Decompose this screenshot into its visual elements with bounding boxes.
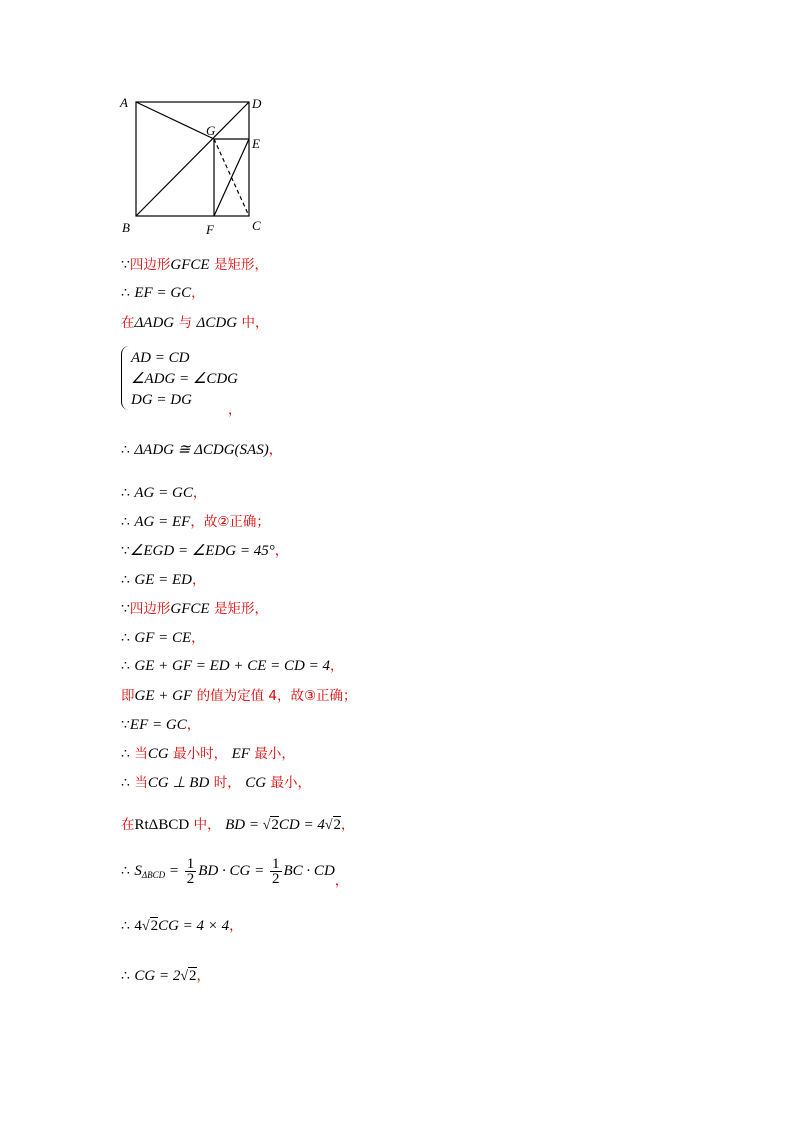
text: 是矩形， <box>214 601 269 617</box>
punct: ， <box>268 442 283 458</box>
proof-line-14 <box>121 744 295 764</box>
text: 最小， <box>254 746 295 762</box>
proof-line-8 <box>121 570 206 590</box>
math: 2 <box>150 918 159 934</box>
proof-line-3 <box>121 313 268 333</box>
proof-line-5 <box>121 483 206 503</box>
proof-line-6 <box>121 512 270 532</box>
system-row-1 <box>131 348 189 368</box>
math: GFCE <box>170 601 210 617</box>
text: 在 <box>121 315 135 331</box>
math: ΔADG <box>134 315 175 331</box>
system-punct <box>228 400 242 420</box>
math: GE = ED <box>134 572 192 588</box>
proof-line-11 <box>121 656 343 676</box>
punct: ， <box>186 717 201 733</box>
math: GE + GF <box>134 688 193 704</box>
proof-line-15 <box>121 773 311 793</box>
punct: ， <box>341 817 355 833</box>
text: 最小时， <box>173 746 228 762</box>
math: GF = CE <box>134 630 192 646</box>
label-g: G <box>206 123 216 138</box>
diagonal-bd <box>136 102 249 216</box>
math: ΔBCD <box>141 870 166 880</box>
math: BD = <box>225 817 263 833</box>
numerator: 1 <box>186 855 195 872</box>
proof-line-17 <box>121 856 348 896</box>
label-f: F <box>206 222 214 237</box>
text: 的值为定值 4，故③正确； <box>196 688 357 704</box>
punct: ， <box>228 402 242 418</box>
label-a: A <box>120 95 128 110</box>
proof-line-2 <box>121 283 205 303</box>
therefore-symbol: ∴ <box>121 863 130 879</box>
punct: ， <box>334 873 349 889</box>
proof-line-16: 在RtΔBCD 中， BD = √2CD = 4√2， <box>121 817 355 833</box>
because-symbol: ∵ <box>121 601 130 617</box>
therefore-symbol: ∴ <box>121 968 130 984</box>
system-brace <box>121 346 130 410</box>
math: EF = GC <box>134 285 192 301</box>
proof-line-4 <box>121 440 282 460</box>
math: AD = CD <box>131 350 190 366</box>
punct: ， <box>196 968 211 984</box>
punct: ， <box>274 543 289 559</box>
system-row-3 <box>131 390 192 410</box>
therefore-symbol: ∴ <box>121 442 130 458</box>
therefore-symbol: ∴ <box>121 658 130 674</box>
therefore-symbol: ∴ <box>121 572 130 588</box>
therefore-symbol: ∴ <box>121 746 130 762</box>
punct: ， <box>191 630 205 646</box>
proof-line-12 <box>121 686 357 706</box>
math: ∠ADG = ∠CDG <box>131 371 239 387</box>
math: GFCE <box>170 257 210 273</box>
punct: ， <box>192 572 206 588</box>
therefore-symbol: ∴ <box>121 514 130 530</box>
text: 当 <box>134 746 148 762</box>
text: 与 <box>178 315 193 331</box>
math: 4 <box>134 918 142 934</box>
system-row-2 <box>131 369 238 389</box>
label-e: E <box>252 136 260 151</box>
because-symbol: ∵ <box>121 257 130 273</box>
label-b: B <box>122 220 130 235</box>
math: 2 <box>271 817 279 833</box>
text: 当 <box>134 775 148 791</box>
punct: ， <box>229 918 243 934</box>
denominator: 2 <box>186 870 195 887</box>
math: S <box>134 863 142 879</box>
text: 是矩形， <box>214 257 269 273</box>
because-symbol: ∵ <box>121 717 130 733</box>
therefore-symbol: ∴ <box>121 285 130 301</box>
therefore-symbol: ∴ <box>121 485 130 501</box>
math: ∠EGD = ∠EDG = 45° <box>129 543 275 559</box>
math: DG = DG <box>131 392 192 408</box>
text: 四边形 <box>129 601 171 617</box>
proof-line-7 <box>121 541 288 561</box>
math: ΔADG ≅ ΔCDG(SAS) <box>134 442 269 458</box>
math: = <box>165 863 183 879</box>
math: CG = 4 × 4 <box>158 918 230 934</box>
segment-ag <box>136 102 214 139</box>
proof-line-9 <box>121 599 268 619</box>
text: 最小， <box>270 775 311 791</box>
square-figure <box>115 90 285 240</box>
math: CD = 4 <box>278 817 325 833</box>
proof-line-19: ∴ CG = 2√2， <box>121 968 211 984</box>
math: GE + GF = ED + CE = CD = 4 <box>134 658 330 674</box>
math: EF = GC <box>129 717 187 733</box>
because-symbol: ∵ <box>121 543 130 559</box>
text: 中， <box>193 817 221 833</box>
text: 时， <box>213 775 241 791</box>
math: CG = 2 <box>134 968 181 984</box>
therefore-symbol: ∴ <box>121 630 130 646</box>
proof-line-13 <box>121 715 200 735</box>
math: BC · CD <box>283 863 335 879</box>
math: CG <box>245 775 267 791</box>
proof-line-10 <box>121 628 205 648</box>
therefore-symbol: ∴ <box>121 775 130 791</box>
math: ΔCDG <box>196 315 238 331</box>
text: 在 <box>121 817 135 833</box>
math: CG ⊥ BD <box>147 775 210 791</box>
math: AG = GC <box>134 485 193 501</box>
text: ，故②正确； <box>190 514 270 530</box>
punct: ， <box>191 285 205 301</box>
label-d: D <box>252 96 262 111</box>
label-c: C <box>252 218 261 233</box>
proof-line-1 <box>121 255 268 275</box>
math: 2 <box>189 968 197 984</box>
text: 四边形 <box>129 257 171 273</box>
math: 2 <box>333 817 342 833</box>
punct: ， <box>329 658 344 674</box>
numerator: 1 <box>272 855 280 872</box>
math: EF <box>231 746 250 762</box>
math: AG = EF <box>134 514 191 530</box>
math: CG <box>147 746 169 762</box>
denominator: 2 <box>272 870 280 887</box>
text: 即 <box>121 688 135 704</box>
therefore-symbol: ∴ <box>121 918 130 934</box>
punct: ， <box>192 485 207 501</box>
math: RtΔBCD <box>134 817 190 833</box>
fraction-1 <box>185 857 197 886</box>
text: 中， <box>241 315 269 331</box>
math: BD · CG = <box>198 863 269 879</box>
fraction-2 <box>270 857 282 886</box>
proof-line-18: ∴ 4√2CG = 4 × 4， <box>121 918 243 934</box>
